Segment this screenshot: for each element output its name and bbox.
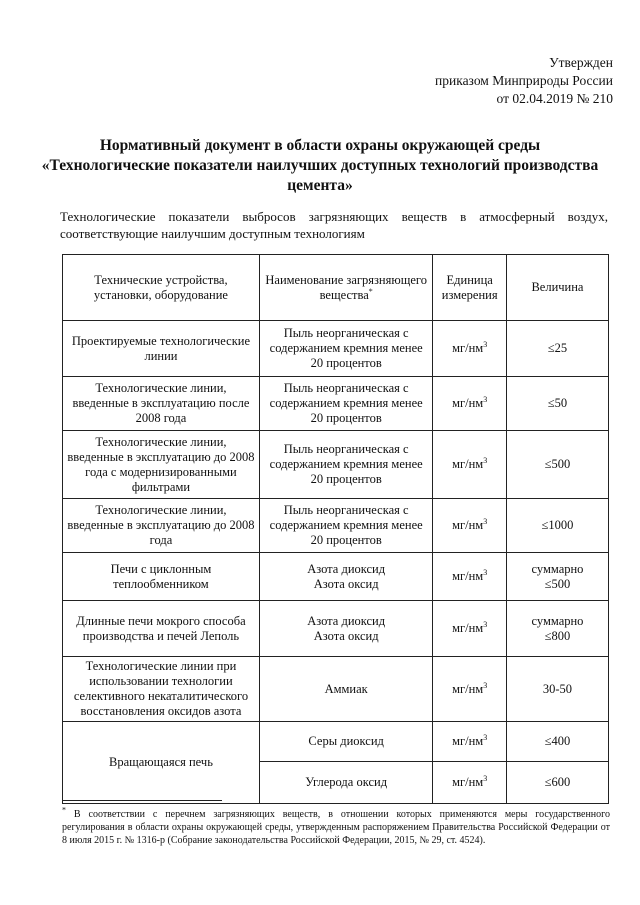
- table-row: [63, 553, 609, 601]
- cell-substance: Азота диоксид Азота оксид: [259, 553, 433, 601]
- cell-unit: $мг/нм^3$: [433, 321, 507, 377]
- footnote-marker: *: [368, 286, 373, 296]
- cell-substance: Углерода оксид: [259, 762, 433, 804]
- approval-line-3: от 02.04.2019 № 210: [496, 91, 613, 106]
- title-line-2: «Технологические показатели наилучших доступных технологий производства: [41, 157, 599, 174]
- title-line-1: Нормативный документ в области охраны окружающей среды: [99, 137, 541, 154]
- approval-line-1: Утвержден: [549, 55, 613, 70]
- header-device: Технические устройства, установки, оборудование: [63, 255, 260, 321]
- cell-unit: $мг/нм^3$: [433, 762, 507, 804]
- table-row: [63, 377, 609, 431]
- intro-text: Технологические показатели выбросов загрязняющих веществ в атмосферный воздух, соответствующие наилучшим доступным технологиям: [60, 209, 608, 241]
- cell-substance: Азота диоксид Азота оксид: [259, 601, 433, 657]
- cell-unit: $мг/нм^3$: [433, 499, 507, 553]
- cell-device: Проектируемые технологические линии: [63, 321, 260, 377]
- header-unit: Единица измерения: [433, 255, 507, 321]
- footnote-mark: *: [62, 805, 66, 815]
- cell-substance: Аммиак: [259, 657, 433, 722]
- table-row: [63, 601, 609, 657]
- cell-value: ≤25: [506, 321, 608, 377]
- cell-substance: Пыль неорганическая с содержанием кремния менее 20 процентов: [259, 499, 433, 553]
- header-value: Величина: [506, 255, 608, 321]
- cell-substance: Пыль неорганическая с содержанием кремния менее 20 процентов: [259, 321, 433, 377]
- table-row: [63, 499, 609, 553]
- table-header-row: [63, 255, 609, 321]
- document-title: [40, 136, 600, 196]
- cell-unit: $мг/нм^3$: [433, 601, 507, 657]
- cell-device: Технологические линии, введенные в эксплуатацию до 2008 года с модернизированными фильтрами: [63, 431, 260, 499]
- table-row: [63, 321, 609, 377]
- cell-value: суммарно ≤800: [506, 601, 608, 657]
- header-substance: Наименование загрязняющего вещества*: [259, 255, 433, 321]
- footnote: [62, 805, 611, 847]
- cell-substance: Пыль неорганическая с содержанием кремния менее 20 процентов: [259, 431, 433, 499]
- cell-substance: Пыль неорганическая с содержанием кремния менее 20 процентов: [259, 377, 433, 431]
- cell-device: Печи с циклонным теплообменником: [63, 553, 260, 601]
- cell-value: ≤600: [506, 762, 608, 804]
- cell-value: ≤400: [506, 722, 608, 762]
- cell-device: Технологические линии, введенные в эксплуатацию после 2008 года: [63, 377, 260, 431]
- title-line-3: цемента»: [287, 177, 353, 194]
- cell-device: Вращающаяся печь: [63, 722, 260, 804]
- cell-unit: $мг/нм^3$: [433, 657, 507, 722]
- cell-device: Длинные печи мокрого способа производства и печей Леполь: [63, 601, 260, 657]
- cell-value: суммарно ≤500: [506, 553, 608, 601]
- cell-unit: $мг/нм^3$: [433, 431, 507, 499]
- table-row: [63, 431, 609, 499]
- cell-value: 30-50: [506, 657, 608, 722]
- cell-device: Технологические линии, введенные в эксплуатацию до 2008 года: [63, 499, 260, 553]
- cell-value: ≤500: [506, 431, 608, 499]
- footnote-divider: [62, 800, 222, 801]
- approval-block: [435, 54, 613, 108]
- cell-unit: $мг/нм^3$: [433, 553, 507, 601]
- cell-unit: $мг/нм^3$: [433, 722, 507, 762]
- footnote-text: В соответствии с перечнем загрязняющих веществ, в отношении которых применяются меры государственного регулирования в области охраны окружающей среды, утвержденным распоряжением Правительства Российской Федерации от 8 июля 2015 г. № 1316-р (Собрание законодательства Российской Федерации, 2015, № 29, ст. 4524).: [62, 809, 611, 846]
- cell-device: Технологические линии при использовании технологии селективного некаталитического восстановления оксидов азота: [63, 657, 260, 722]
- approval-line-2: приказом Минприроды России: [435, 73, 613, 88]
- cell-unit: $мг/нм^3$: [433, 377, 507, 431]
- cell-value: ≤1000: [506, 499, 608, 553]
- cell-substance: Серы диоксид: [259, 722, 433, 762]
- indicators-table: [62, 254, 609, 804]
- table-row: [63, 722, 609, 762]
- table-row: [63, 657, 609, 722]
- cell-value: ≤50: [506, 377, 608, 431]
